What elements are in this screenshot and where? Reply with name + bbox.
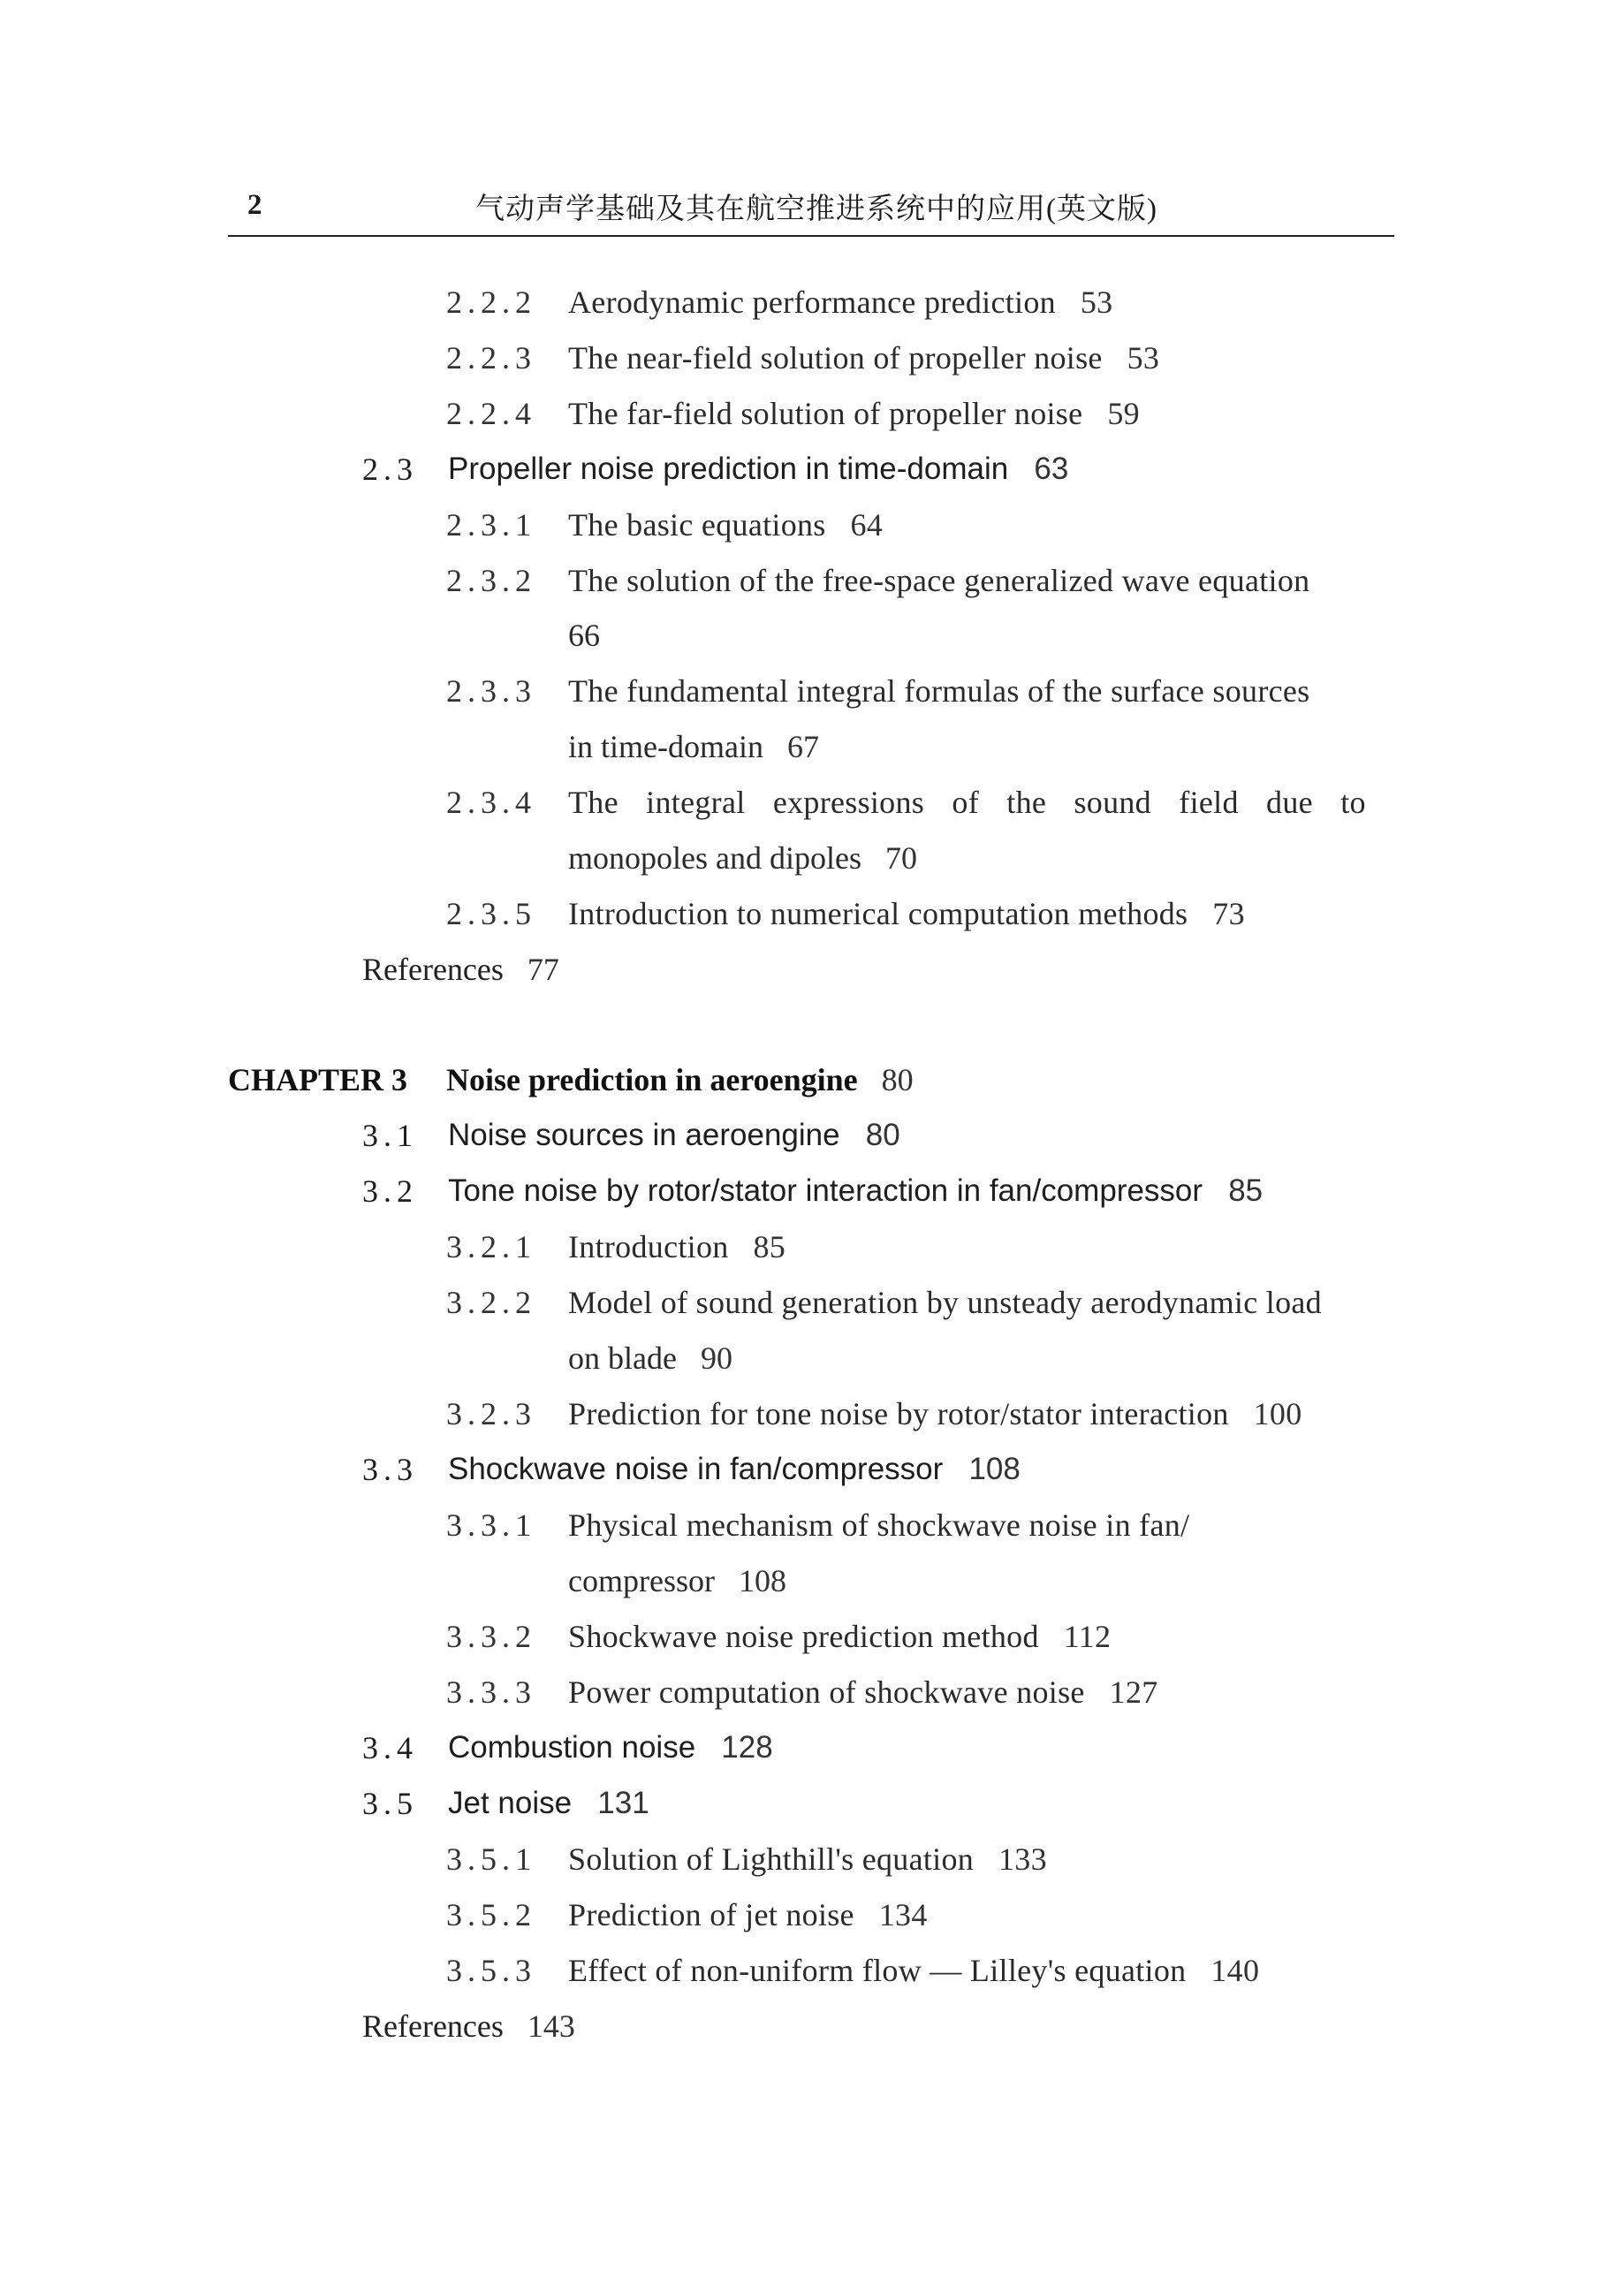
entry-page: 80 [865,1118,900,1152]
entry-number: 2.3 [362,452,418,487]
entry-number: 3.4 [362,1730,418,1765]
entry-title: Introduction to numerical computation methods 73 [568,896,1245,931]
entry-number: 3.3.2 [446,1619,536,1654]
entry-title: Model of sound generation by unsteady aerodynamic load [568,1285,1322,1320]
entry-number: 2.3.2 [446,563,536,598]
entry-page: 53 [1080,285,1113,320]
entry-page: 66 [568,618,600,653]
entry-number: 3.1 [362,1118,418,1153]
entry-title: The fundamental integral formulas of the surface sources [568,673,1310,709]
entry-page: 64 [850,507,884,543]
entry-title: Power computation of shockwave noise 127 [568,1674,1158,1710]
entry-title: Noise sources in aeroengine 80 [448,1118,900,1152]
toc-chapter-3 [228,1060,407,1099]
entry-title: The integral expressions of the sound field due to [568,785,1366,820]
entry-page: 100 [1253,1396,1302,1431]
entry-number: 2.3.4 [446,785,536,820]
entry-title: Introduction 85 [568,1229,786,1264]
entry-page: 85 [753,1229,786,1264]
entry-number: 3.3 [362,1452,418,1487]
entry-title-continued: compressor 108 [568,1563,786,1598]
entry-title: Propeller noise prediction in time-domain 63 [448,452,1069,486]
entry-page: 63 [1034,452,1069,486]
entry-title: Effect of non-uniform flow — Lilley's equation 140 [568,1953,1260,1988]
entry-page: 67 [786,729,819,764]
entry-title: Shockwave noise in fan/compressor 108 [448,1452,1021,1486]
entry-number: 2.3.1 [446,507,536,543]
entry-title: Physical mechanism of shockwave noise in fan/ [568,1507,1190,1543]
entry-title: The basic equations 64 [568,507,884,543]
entry-title: Aerodynamic performance prediction 53 [568,285,1113,320]
entry-number: 3.3.1 [446,1507,536,1543]
entry-page: 131 [597,1786,649,1820]
entry-page: 128 [721,1730,773,1765]
entry-page: 140 [1210,1953,1260,1988]
entry-number: 3.2.2 [446,1285,536,1320]
entry-page: 143 [527,2008,575,2044]
entry-title: Jet noise 131 [448,1786,649,1820]
page-number: 2 [247,189,262,221]
entry-page: 53 [1127,340,1160,376]
entry-number: 3.5.2 [446,1897,536,1932]
entry-number: 3.5.3 [446,1953,536,1988]
entry-title: Combustion noise 128 [448,1730,773,1765]
toc-entry-references: References 77 [362,952,559,987]
entry-title: Tone noise by rotor/stator interaction in fan/compressor 85 [448,1173,1264,1208]
entry-title-continued: monopoles and dipoles 70 [568,840,917,876]
entry-title-continued: in time-domain 67 [568,729,819,764]
entry-page: 108 [738,1563,786,1598]
entry-title: The solution of the free-space generalized wave equation [568,563,1310,598]
chapter-label: CHAPTER 3 [228,1062,408,1097]
entry-page: 77 [527,952,559,987]
entry-number: 3.5 [362,1786,418,1821]
entry-number: 2.2.3 [446,340,536,376]
entry-page: 127 [1109,1674,1158,1710]
entry-number: 3.2.1 [446,1229,536,1264]
entry-page: 134 [878,1897,928,1932]
chapter-title: Noise prediction in aeroengine 80 [446,1062,914,1097]
entry-page: 73 [1212,896,1245,931]
entry-title: Shockwave noise prediction method 112 [568,1619,1112,1654]
entry-number: 2.3.5 [446,896,536,931]
entry-title-continued: on blade 90 [568,1340,732,1376]
entry-number: 3.5.1 [446,1841,536,1877]
entry-title: The far-field solution of propeller noise 59 [568,396,1140,431]
entry-number: 3.2.3 [446,1396,536,1431]
entry-title: Prediction of jet noise 134 [568,1897,928,1932]
entry-page: 85 [1228,1173,1264,1208]
entry-title: Prediction for tone noise by rotor/stator interaction 100 [568,1396,1302,1431]
entry-page: 90 [700,1340,732,1376]
entry-page: 112 [1063,1619,1112,1654]
entry-number: 2.2.2 [446,285,536,320]
toc-entry-references: References 143 [362,2008,575,2044]
entry-page: 59 [1107,396,1140,431]
entry-number: 3.2 [362,1173,418,1209]
entry-page: 70 [884,840,917,876]
entry-number: 2.2.4 [446,396,536,431]
entry-number: 2.3.3 [446,673,536,709]
entry-number: 3.3.3 [446,1674,536,1710]
entry-page: 108 [968,1452,1021,1486]
entry-page: 80 [881,1062,914,1097]
entry-title: The near-field solution of propeller noise 53 [568,340,1160,376]
entry-page: 133 [998,1841,1047,1877]
book-title: 气动声学基础及其在航空推进系统中的应用(英文版) [475,194,1157,225]
entry-title: Solution of Lighthill's equation 133 [568,1841,1047,1877]
